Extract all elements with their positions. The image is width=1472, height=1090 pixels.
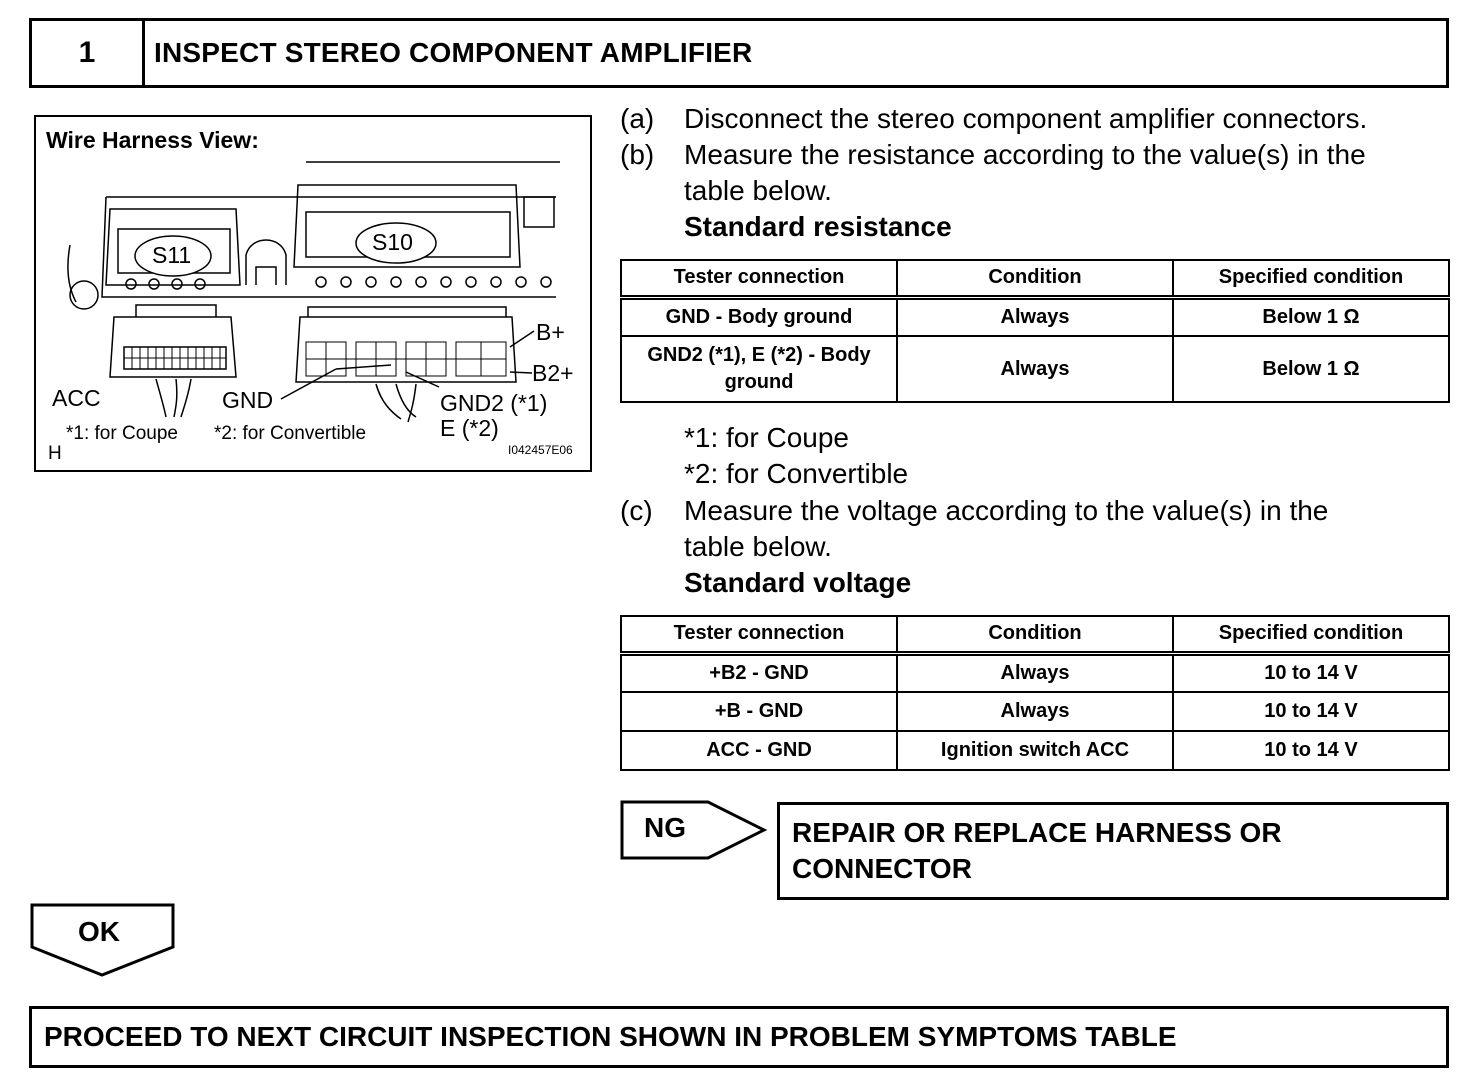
resistance-cell: GND - Body ground	[621, 297, 897, 336]
ng-result-line2: CONNECTOR	[792, 853, 972, 884]
ng-arrow-icon	[620, 800, 768, 860]
table-row	[621, 731, 1449, 770]
step-b-text-line1: Measure the resistance according to the value(s) in the	[684, 139, 1366, 170]
voltage-cell: +B2 - GND	[621, 653, 897, 692]
step-b-letter: (b)	[620, 139, 655, 170]
voltage-cell: 10 to 14 V	[1173, 731, 1449, 770]
figure-title: Wire Harness View:	[46, 127, 259, 153]
terminal-b2-plus-label: B2+	[532, 360, 574, 386]
note-convertible: *2: for Convertible	[684, 458, 909, 489]
resistance-cell: Below 1 Ω	[1173, 336, 1449, 402]
standard-voltage-heading: Standard voltage	[684, 567, 912, 598]
ng-result-line1: REPAIR OR REPLACE HARNESS OR	[792, 817, 1282, 848]
voltage-cell: ACC - GND	[621, 731, 897, 770]
resistance-header-specified: Specified condition	[1173, 260, 1449, 297]
voltage-cell: Always	[897, 692, 1173, 731]
voltage-table	[620, 615, 1450, 771]
figure-note-coupe: *1: for Coupe	[66, 423, 178, 444]
voltage-cell: +B - GND	[621, 692, 897, 731]
step-a-letter: (a)	[620, 103, 655, 134]
step-c-letter: (c)	[620, 495, 653, 526]
resistance-cell: GND2 (*1), E (*2) - Body ground	[621, 336, 897, 402]
table-row	[621, 692, 1449, 731]
step-b-text-line2: table below.	[684, 175, 832, 206]
resistance-header-condition: Condition	[897, 260, 1173, 297]
connector-s11-label: S11	[152, 242, 192, 268]
standard-resistance-heading: Standard resistance	[684, 211, 952, 242]
voltage-header-condition: Condition	[897, 616, 1173, 653]
step-header	[29, 18, 1449, 88]
terminal-gnd2-label: GND2 (*1)	[440, 390, 548, 416]
figure-id: I042457E06	[508, 443, 573, 457]
connector-illustration	[36, 117, 590, 470]
terminal-gnd-label: GND	[222, 387, 274, 413]
voltage-cell: 10 to 14 V	[1173, 653, 1449, 692]
ok-label: OK	[78, 916, 120, 947]
figure-note-convertible: *2: for Convertible	[214, 423, 367, 444]
resistance-cell: Always	[897, 336, 1173, 402]
step-a-text: Disconnect the stereo component amplifier connectors.	[684, 103, 1368, 134]
proceed-text: PROCEED TO NEXT CIRCUIT INSPECTION SHOWN IN PROBLEM SYMPTOMS TABLE	[44, 1021, 1177, 1052]
voltage-cell: Ignition switch ACC	[897, 731, 1173, 770]
proceed-box	[29, 1006, 1449, 1068]
ng-result-box	[777, 802, 1449, 900]
voltage-header-specified: Specified condition	[1173, 616, 1449, 653]
resistance-cell: Below 1 Ω	[1173, 297, 1449, 336]
ng-label: NG	[644, 812, 686, 843]
terminal-b-plus-label: B+	[536, 319, 565, 345]
terminal-e-label: E (*2)	[440, 415, 499, 441]
table-row	[621, 297, 1449, 336]
resistance-cell: Always	[897, 297, 1173, 336]
step-number: 1	[32, 21, 145, 85]
voltage-cell: 10 to 14 V	[1173, 692, 1449, 731]
wire-harness-figure	[34, 115, 592, 472]
table-row	[621, 336, 1449, 402]
step-title: INSPECT STEREO COMPONENT AMPLIFIER	[154, 37, 753, 68]
terminal-acc-label: ACC	[52, 385, 101, 411]
resistance-header-tester: Tester connection	[621, 260, 897, 297]
voltage-header-tester: Tester connection	[621, 616, 897, 653]
note-coupe: *1: for Coupe	[684, 422, 849, 453]
resistance-table	[620, 259, 1450, 403]
connector-s10-label: S10	[372, 229, 413, 255]
table-row	[621, 653, 1449, 692]
step-c-text-line1: Measure the voltage according to the value(s) in the	[684, 495, 1329, 526]
step-c-text-line2: table below.	[684, 531, 832, 562]
voltage-cell: Always	[897, 653, 1173, 692]
figure-corner-letter: H	[48, 443, 62, 464]
